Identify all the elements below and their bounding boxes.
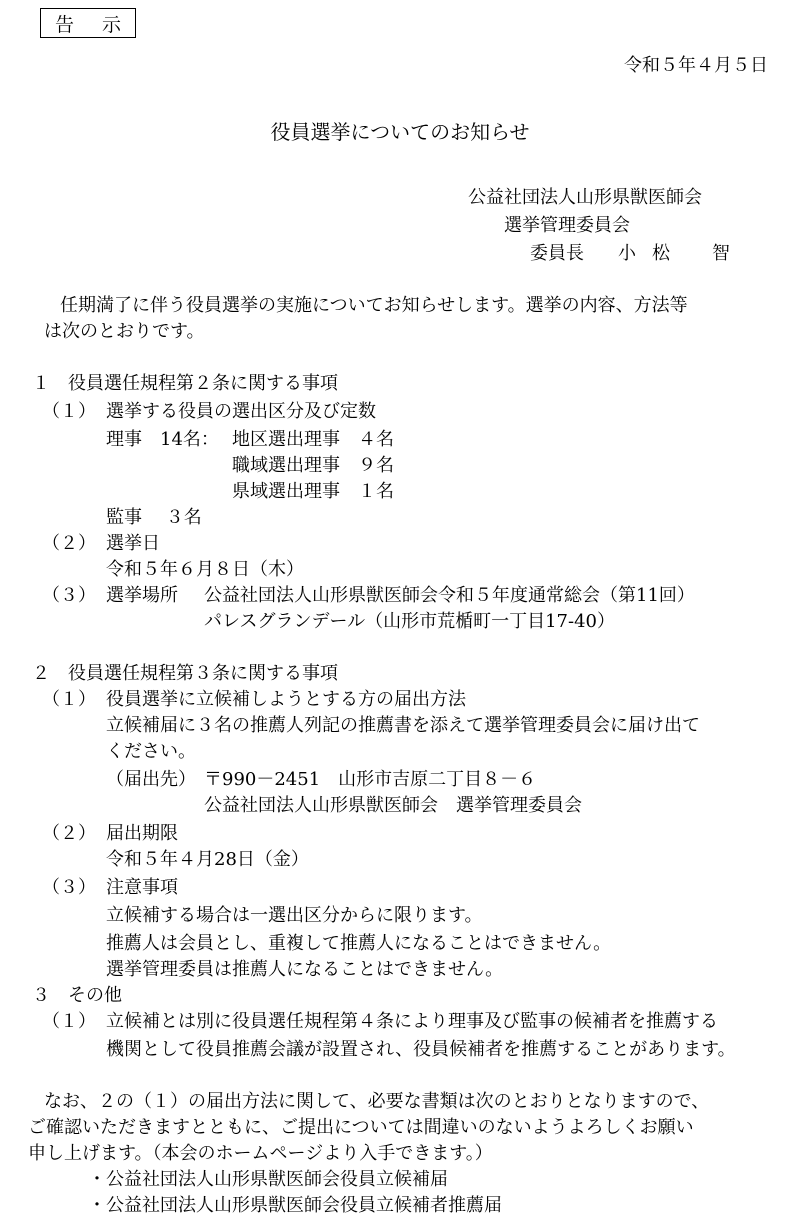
intro-line-2: は次のとおりです。: [44, 321, 205, 342]
section2-item3-label: （３）: [42, 877, 96, 898]
filing-destination-address: 〒990－2451 山形市吉原二丁目８－６: [204, 769, 537, 790]
section2-item1-title: 役員選挙に立候補しようとする方の届出方法: [106, 689, 466, 710]
section1-item2-label: （２）: [42, 533, 96, 554]
section3-item1-label: （１）: [42, 1011, 96, 1032]
section1-item3-label: （３）: [42, 585, 96, 606]
issuer-chair-title: 委員長: [530, 243, 584, 264]
section2-item3-title: 注意事項: [106, 877, 178, 898]
page-title: 役員選挙についてのお知らせ: [270, 120, 530, 144]
election-venue-1: 公益社団法人山形県獣医師会令和５年度通常総会（第11回）: [204, 585, 695, 606]
section1-item1-title: 選挙する役員の選出区分及び定数: [106, 401, 376, 422]
note-line-3: 選挙管理委員は推薦人になることはできません。: [106, 959, 504, 980]
section1-item1-label: （１）: [42, 401, 96, 422]
election-venue-2: パレスグランデール（山形市荒楯町一丁目17-40）: [204, 611, 615, 632]
notice-badge: [40, 8, 136, 38]
section2-item1-label: （１）: [42, 689, 96, 710]
required-doc-2: ・公益社団法人山形県獣医師会役員立候補者推薦届: [88, 1195, 502, 1216]
issue-date: 令和５年４月５日: [624, 55, 768, 76]
filing-deadline: 令和５年４月28日（金）: [106, 849, 309, 870]
required-doc-1: ・公益社団法人山形県獣医師会役員立候補届: [88, 1169, 448, 1190]
note-line-1: 立候補する場合は一選出区分からに限ります。: [106, 905, 483, 926]
district-directors: 地区選出理事 ４名: [232, 429, 394, 450]
filing-destination-label: （届出先）: [106, 769, 196, 790]
issuer-committee: 選挙管理委員会: [504, 215, 630, 236]
issuer-chair-name-2: 松: [652, 243, 670, 264]
intro-line-1: 任期満了に伴う役員選挙の実施についてお知らせします。選挙の内容、方法等: [60, 295, 688, 316]
issuer-chair-name-1: 小: [618, 243, 636, 264]
section2-item2-label: （２）: [42, 823, 96, 844]
auditor-count: 監事 ３名: [106, 507, 202, 528]
closing-line-2: ご確認いただきますとともに、ご提出については間違いのないようよろしくお願い: [28, 1117, 694, 1138]
filing-destination-org: 公益社団法人山形県獣医師会 選挙管理委員会: [204, 795, 582, 816]
note-line-2: 推薦人は会員とし、重複して推薦人になることはできません。: [106, 933, 612, 954]
badge-char-1: 告: [55, 13, 75, 36]
section1-item3-title: 選挙場所: [106, 585, 178, 606]
occupation-directors: 職域選出理事 ９名: [232, 455, 394, 476]
section2-item2-title: 届出期限: [106, 823, 178, 844]
closing-line-3: 申し上げます。（本会のホームページより入手できます。）: [28, 1143, 493, 1164]
filing-method-line-2: ください。: [106, 741, 196, 762]
director-count: 理事 14名：: [106, 429, 219, 450]
prefecture-directors: 県域選出理事 １名: [232, 481, 394, 502]
other-line-1: 立候補とは別に役員選任規程第４条により理事及び監事の候補者を推薦する: [106, 1011, 718, 1032]
election-date: 令和５年６月８日（木）: [106, 559, 304, 580]
section1-item2-title: 選挙日: [106, 533, 160, 554]
section3-heading: ３ その他: [32, 985, 122, 1006]
filing-method-line-1: 立候補届に３名の推薦人列記の推薦書を添えて選挙管理委員会に届け出て: [106, 715, 700, 736]
closing-line-1: なお、２の（１）の届出方法に関して、必要な書類は次のとおりとなりますので、: [44, 1091, 710, 1112]
section1-heading: １ 役員選任規程第２条に関する事項: [32, 373, 338, 394]
badge-char-2: 示: [101, 13, 121, 36]
issuer-org: 公益社団法人山形県獣医師会: [468, 187, 702, 208]
other-line-2: 機関として役員推薦会議が設置され、役員候補者を推薦することがあります。: [106, 1039, 736, 1060]
issuer-chair-name-3: 智: [712, 243, 730, 264]
section2-heading: ２ 役員選任規程第３条に関する事項: [32, 663, 338, 684]
